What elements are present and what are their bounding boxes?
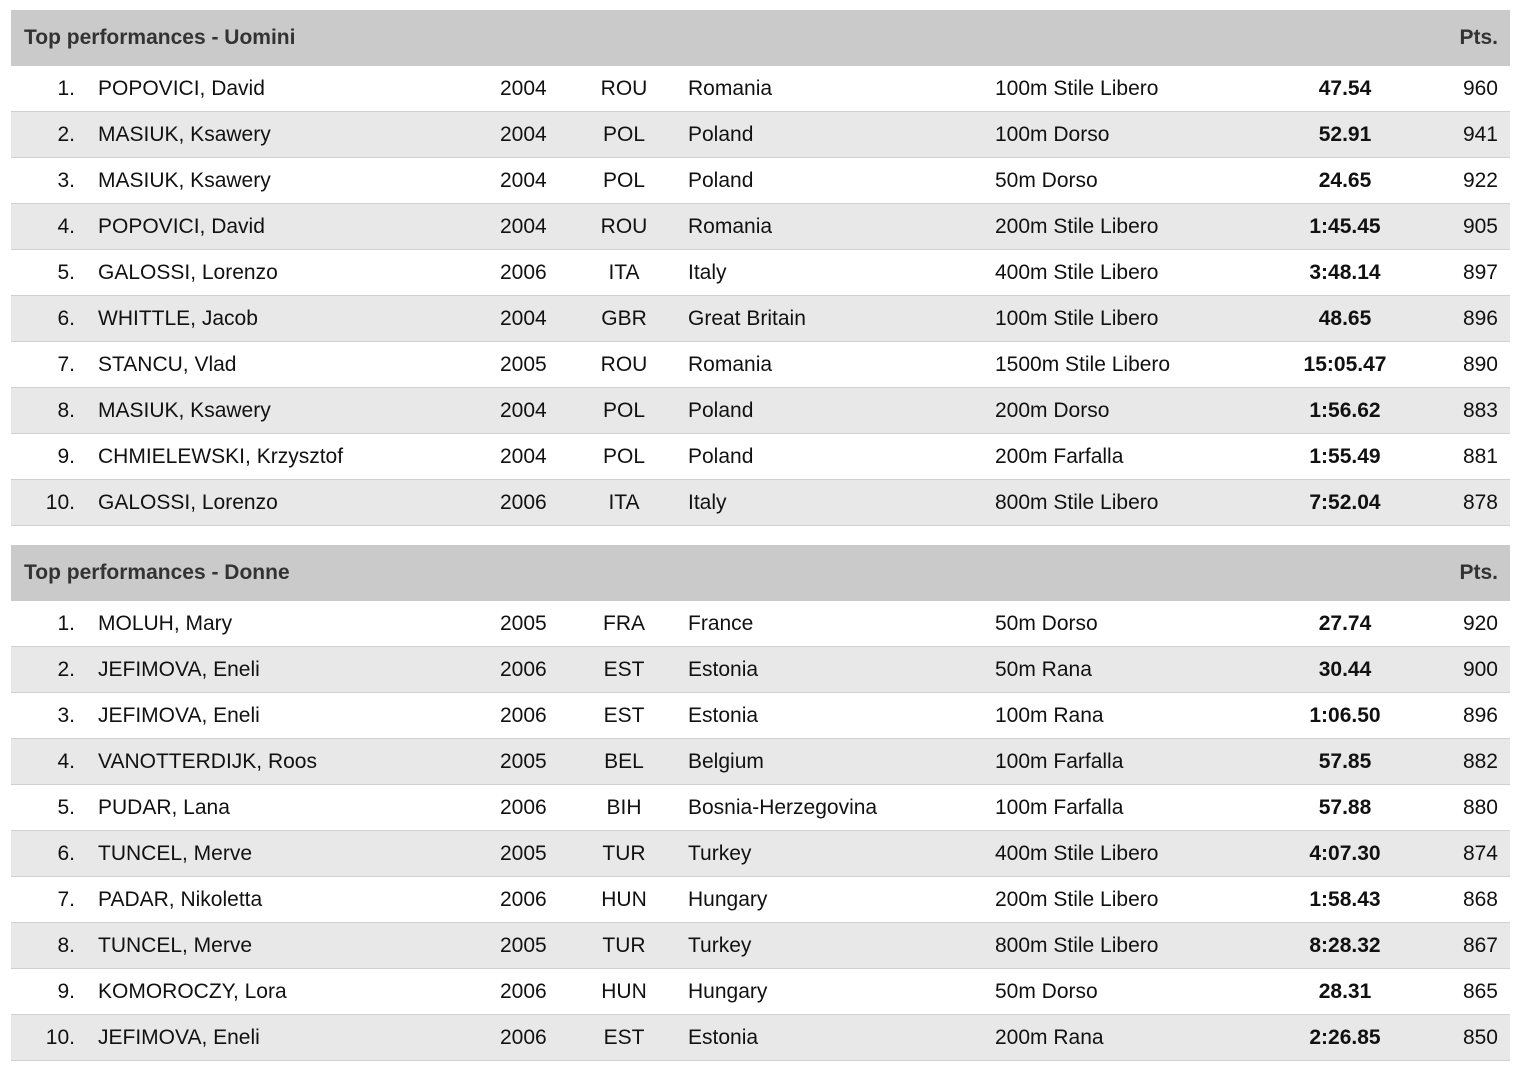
event-name: 50m Dorso: [995, 612, 1098, 635]
athlete-name: PADAR, Nikoletta: [98, 888, 263, 911]
rank-cell: 7.: [57, 888, 75, 911]
event-name: 50m Dorso: [995, 980, 1098, 1003]
athlete-name: TUNCEL, Merve: [98, 934, 253, 957]
results-rows: [11, 66, 1510, 526]
table-row: [11, 923, 1510, 969]
birth-year: 2006: [500, 658, 547, 681]
country-name: Poland: [688, 123, 754, 146]
country-name: Romania: [688, 77, 773, 100]
result-time: 7:52.04: [1309, 491, 1381, 514]
points-value: 890: [1462, 353, 1498, 376]
table-row: [11, 647, 1510, 693]
athlete-name: KOMOROCZY, Lora: [98, 980, 287, 1003]
points-value: 867: [1462, 934, 1498, 957]
result-time: 57.88: [1318, 796, 1372, 819]
country-name: Poland: [688, 445, 754, 468]
table-row: [11, 969, 1510, 1015]
result-time: 48.65: [1318, 307, 1372, 330]
birth-year: 2004: [500, 307, 547, 330]
nation-code: TUR: [602, 842, 646, 865]
country-name: Great Britain: [688, 307, 806, 330]
section-title: Top performances - Uomini: [24, 26, 296, 49]
athlete-name: MOLUH, Mary: [98, 612, 233, 635]
table-row: [11, 1015, 1510, 1061]
event-name: 400m Stile Libero: [995, 261, 1159, 284]
table-row: [11, 388, 1510, 434]
country-name: Poland: [688, 169, 754, 192]
rank-cell: 5.: [57, 796, 75, 819]
points-value: 868: [1462, 888, 1498, 911]
event-name: 100m Rana: [995, 704, 1104, 727]
result-time: 1:45.45: [1309, 215, 1381, 238]
points-value: 850: [1462, 1026, 1498, 1049]
birth-year: 2004: [500, 399, 547, 422]
result-time: 1:06.50: [1309, 704, 1381, 727]
birth-year: 2006: [500, 1026, 547, 1049]
rank-cell: 10.: [45, 491, 75, 514]
athlete-name: VANOTTERDIJK, Roos: [98, 750, 317, 773]
country-name: Estonia: [688, 704, 759, 727]
event-name: 50m Dorso: [995, 169, 1098, 192]
result-time: 8:28.32: [1309, 934, 1381, 957]
country-name: Estonia: [688, 658, 759, 681]
rank-cell: 10.: [45, 1026, 75, 1049]
athlete-name: GALOSSI, Lorenzo: [98, 491, 278, 514]
table-row: [11, 601, 1510, 647]
athlete-name: JEFIMOVA, Eneli: [98, 1026, 260, 1049]
country-name: France: [688, 612, 754, 635]
rank-cell: 4.: [57, 215, 75, 238]
event-name: 400m Stile Libero: [995, 842, 1159, 865]
nation-code: ROU: [600, 77, 648, 100]
results-rows: [11, 601, 1510, 1061]
result-time: 27.74: [1318, 612, 1372, 635]
birth-year: 2006: [500, 261, 547, 284]
birth-year: 2004: [500, 215, 547, 238]
rank-cell: 8.: [57, 399, 75, 422]
event-name: 100m Stile Libero: [995, 77, 1159, 100]
birth-year: 2006: [500, 704, 547, 727]
rank-cell: 2.: [57, 123, 75, 146]
rank-cell: 3.: [57, 704, 75, 727]
rank-cell: 8.: [57, 934, 75, 957]
result-time: 47.54: [1318, 77, 1372, 100]
points-value: 881: [1462, 445, 1498, 468]
points-value: 920: [1462, 612, 1498, 635]
nation-code: FRA: [603, 612, 645, 635]
table-row: [11, 434, 1510, 480]
table-row: [11, 204, 1510, 250]
birth-year: 2006: [500, 980, 547, 1003]
birth-year: 2004: [500, 445, 547, 468]
event-name: 1500m Stile Libero: [995, 353, 1171, 376]
event-name: 50m Rana: [995, 658, 1092, 681]
rank-cell: 9.: [57, 980, 75, 1003]
athlete-name: MASIUK, Ksawery: [98, 123, 271, 146]
nation-code: POL: [602, 169, 646, 192]
athlete-name: STANCU, Vlad: [98, 353, 237, 376]
athlete-name: MASIUK, Ksawery: [98, 399, 271, 422]
men-results-table: [11, 10, 1510, 526]
country-name: Turkey: [688, 842, 752, 865]
rank-cell: 5.: [57, 261, 75, 284]
country-name: Romania: [688, 353, 773, 376]
event-name: 200m Stile Libero: [995, 888, 1159, 911]
table-row: [11, 831, 1510, 877]
nation-code: ITA: [608, 261, 640, 284]
table-row: [11, 693, 1510, 739]
nation-code: HUN: [601, 980, 647, 1003]
country-name: Turkey: [688, 934, 752, 957]
country-name: Hungary: [688, 980, 768, 1003]
nation-code: BIH: [606, 796, 642, 819]
points-value: 883: [1462, 399, 1498, 422]
rank-cell: 1.: [57, 612, 75, 635]
country-name: Italy: [688, 491, 727, 514]
athlete-name: WHITTLE, Jacob: [98, 307, 258, 330]
nation-code: POL: [602, 445, 646, 468]
points-value: 896: [1462, 704, 1498, 727]
athlete-name: TUNCEL, Merve: [98, 842, 253, 865]
points-value: 865: [1462, 980, 1498, 1003]
country-name: Italy: [688, 261, 727, 284]
birth-year: 2004: [500, 123, 547, 146]
result-time: 57.85: [1318, 750, 1372, 773]
result-time: 3:48.14: [1309, 261, 1381, 284]
event-name: 800m Stile Libero: [995, 934, 1159, 957]
table-row: [11, 877, 1510, 923]
nation-code: HUN: [601, 888, 647, 911]
rank-cell: 4.: [57, 750, 75, 773]
result-time: 15:05.47: [1303, 353, 1387, 376]
result-time: 2:26.85: [1309, 1026, 1381, 1049]
table-row: [11, 785, 1510, 831]
athlete-name: POPOVICI, David: [98, 77, 265, 100]
nation-code: EST: [603, 1026, 645, 1049]
birth-year: 2006: [500, 796, 547, 819]
country-name: Poland: [688, 399, 754, 422]
country-name: Bosnia-Herzegovina: [688, 796, 878, 819]
nation-code: TUR: [602, 934, 646, 957]
table-row: [11, 739, 1510, 785]
points-value: 882: [1462, 750, 1498, 773]
nation-code: EST: [603, 704, 645, 727]
points-value: 878: [1462, 491, 1498, 514]
result-time: 4:07.30: [1309, 842, 1381, 865]
result-time: 28.31: [1318, 980, 1372, 1003]
table-row: [11, 250, 1510, 296]
event-name: 100m Stile Libero: [995, 307, 1159, 330]
points-value: 880: [1462, 796, 1498, 819]
points-value: 941: [1462, 123, 1498, 146]
event-name: 200m Dorso: [995, 399, 1110, 422]
birth-year: 2006: [500, 491, 547, 514]
nation-code: ROU: [600, 215, 648, 238]
rank-cell: 7.: [57, 353, 75, 376]
athlete-name: JEFIMOVA, Eneli: [98, 704, 260, 727]
result-time: 1:58.43: [1309, 888, 1381, 911]
table-row: [11, 66, 1510, 112]
birth-year: 2006: [500, 888, 547, 911]
birth-year: 2005: [500, 842, 547, 865]
rank-cell: 9.: [57, 445, 75, 468]
rank-cell: 3.: [57, 169, 75, 192]
nation-code: EST: [603, 658, 645, 681]
birth-year: 2005: [500, 612, 547, 635]
rank-cell: 1.: [57, 77, 75, 100]
event-name: 200m Stile Libero: [995, 215, 1159, 238]
nation-code: POL: [602, 123, 646, 146]
birth-year: 2005: [500, 750, 547, 773]
event-name: 100m Dorso: [995, 123, 1110, 146]
result-time: 52.91: [1318, 123, 1372, 146]
athlete-name: CHMIELEWSKI, Krzysztof: [98, 445, 344, 468]
table-row: [11, 112, 1510, 158]
table-row: [11, 480, 1510, 526]
points-value: 905: [1462, 215, 1498, 238]
points-value: 900: [1462, 658, 1498, 681]
result-time: 30.44: [1318, 658, 1372, 681]
rank-cell: 6.: [57, 842, 75, 865]
country-name: Belgium: [688, 750, 764, 773]
birth-year: 2005: [500, 934, 547, 957]
table-row: [11, 296, 1510, 342]
country-name: Estonia: [688, 1026, 759, 1049]
table-row: [11, 342, 1510, 388]
nation-code: ROU: [600, 353, 648, 376]
section-header: [11, 545, 1510, 601]
athlete-name: JEFIMOVA, Eneli: [98, 658, 260, 681]
athlete-name: MASIUK, Ksawery: [98, 169, 271, 192]
points-column-header: Pts.: [1459, 561, 1498, 584]
nation-code: ITA: [608, 491, 640, 514]
result-time: 1:55.49: [1309, 445, 1381, 468]
section-header: [11, 10, 1510, 66]
result-time: 1:56.62: [1309, 399, 1381, 422]
nation-code: POL: [602, 399, 646, 422]
rank-cell: 6.: [57, 307, 75, 330]
athlete-name: PUDAR, Lana: [98, 796, 230, 819]
birth-year: 2004: [500, 169, 547, 192]
event-name: 800m Stile Libero: [995, 491, 1159, 514]
event-name: 100m Farfalla: [995, 750, 1124, 773]
result-time: 24.65: [1318, 169, 1372, 192]
points-column-header: Pts.: [1459, 26, 1498, 49]
birth-year: 2005: [500, 353, 547, 376]
event-name: 200m Farfalla: [995, 445, 1124, 468]
women-results-table: [11, 545, 1510, 1061]
nation-code: BEL: [604, 750, 644, 773]
rank-cell: 2.: [57, 658, 75, 681]
event-name: 100m Farfalla: [995, 796, 1124, 819]
points-value: 960: [1462, 77, 1498, 100]
section-title: Top performances - Donne: [24, 561, 290, 584]
country-name: Romania: [688, 215, 773, 238]
birth-year: 2004: [500, 77, 547, 100]
event-name: 200m Rana: [995, 1026, 1104, 1049]
table-row: [11, 158, 1510, 204]
athlete-name: POPOVICI, David: [98, 215, 265, 238]
points-value: 874: [1462, 842, 1498, 865]
nation-code: GBR: [601, 307, 647, 330]
athlete-name: GALOSSI, Lorenzo: [98, 261, 278, 284]
points-value: 897: [1462, 261, 1498, 284]
points-value: 922: [1462, 169, 1498, 192]
country-name: Hungary: [688, 888, 768, 911]
points-value: 896: [1462, 307, 1498, 330]
